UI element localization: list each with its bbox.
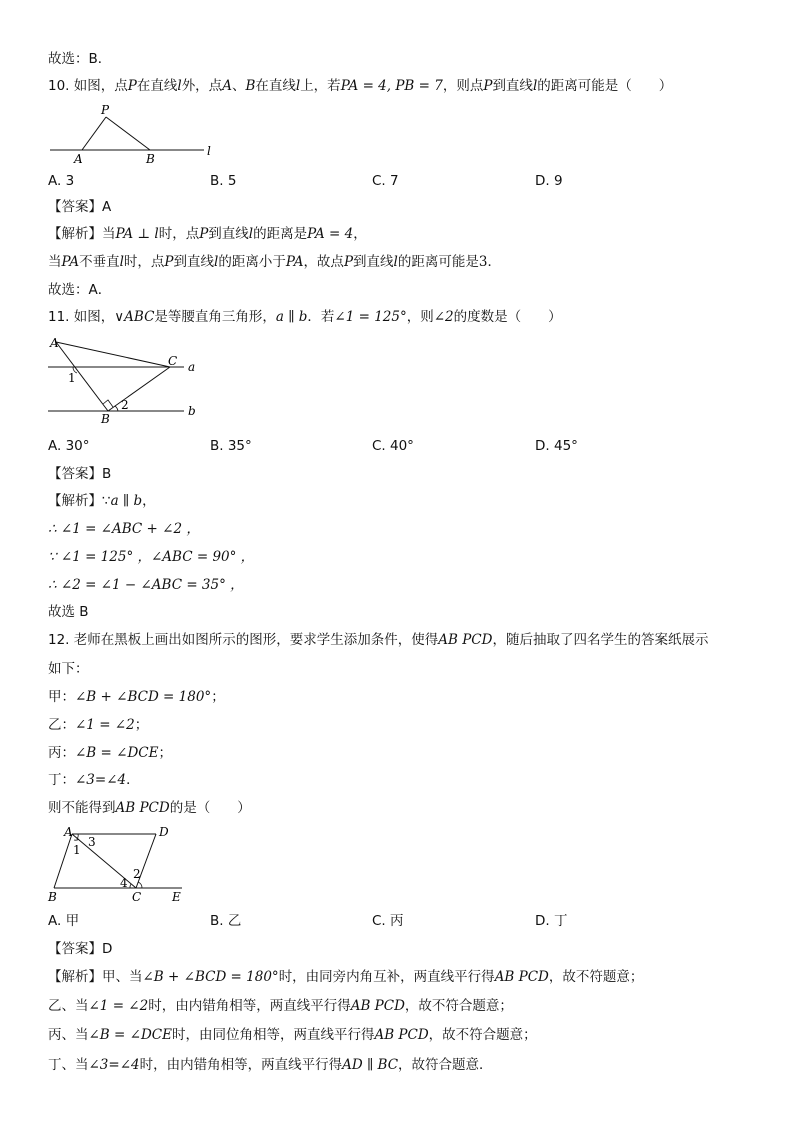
q12-cond-jia: 甲：∠B + ∠BCD = 180°；: [48, 689, 225, 705]
q10-option-a: A. 3: [48, 173, 75, 189]
q12-analysis-2: 乙、当∠1 = ∠2时，由内错角相等，两直线平行得AB PCD，故不符合题意；: [48, 998, 513, 1014]
q12-label-d: D: [159, 825, 169, 839]
q12-stem-2: 如下：: [48, 661, 89, 677]
q12-analysis-3: 丙、当∠B = ∠DCE时，由同位角相等，两直线平行得AB PCD，故不符合题意；: [48, 1027, 537, 1043]
q11-conclusion: 故选 B: [48, 604, 89, 620]
q12-label-2: 2: [133, 867, 141, 881]
q10-label-a: A: [74, 152, 83, 166]
q11-label-b: B: [101, 412, 110, 426]
q11-option-a: A. 30°: [48, 438, 90, 454]
q12-label-a: A: [64, 825, 73, 839]
q12-label-c: C: [132, 890, 142, 904]
q11-step-1: ∴ ∠1 = ∠ABC + ∠2 ，: [48, 521, 200, 537]
q11-label-line-a: a: [188, 360, 196, 374]
q11-analysis-head: 【解析】∵a ∥ b，: [48, 493, 156, 509]
q11-figure: [46, 334, 206, 426]
q11-label-line-b: b: [188, 404, 196, 418]
q12-option-c: C. 丙: [372, 913, 404, 929]
q9-conclusion: 故选：B．: [48, 51, 112, 67]
q10-analysis-1: 【解析】当PA ⊥ l时，点P到直线l的距离是PA = 4，: [48, 226, 367, 242]
q11-option-d: D. 45°: [535, 438, 578, 454]
q12-option-b: B. 乙: [210, 913, 242, 929]
q12-label-3: 3: [88, 835, 96, 849]
q10-analysis-2: 当PA不垂直l时，点P到直线l的距离小于PA，故点P到直线l的距离可能是3．: [48, 254, 501, 270]
q12-cond-ding: 丁：∠3=∠4．: [48, 772, 140, 788]
q10-conclusion: 故选：A．: [48, 282, 112, 298]
q11-label-a: A: [50, 336, 59, 350]
q12-analysis-4: 丁、当∠3=∠4时，由内错角相等，两直线平行得AD ∥ BC，故符合题意．: [48, 1057, 493, 1073]
q12-cond-bing: 丙：∠B = ∠DCE；: [48, 745, 172, 761]
q10-option-b: B. 5: [210, 173, 237, 189]
q12-label-4: 4: [120, 876, 128, 890]
q10-stem: 10. 如图，点P在直线l外，点A、B在直线l上，若PA = 4, PB = 7，则点P到直线l的距离可能是（ ）: [48, 78, 673, 94]
q11-option-b: B. 35°: [210, 438, 252, 454]
q11-option-c: C. 40°: [372, 438, 414, 454]
q11-step-3: ∴ ∠2 = ∠1 − ∠ABC = 35° ，: [48, 577, 244, 593]
q12-answer: 【答案】D: [48, 941, 113, 957]
q12-option-a: A. 甲: [48, 913, 80, 929]
q10-figure: [46, 100, 226, 168]
q12-stem-1: 12. 老师在黑板上画出如图所示的图形，要求学生添加条件，使得AB PCD，随后抽取了四名学生的答案纸展示: [48, 632, 709, 648]
q12-label-b: B: [48, 890, 57, 904]
q11-label-2: 2: [121, 398, 129, 412]
q10-answer: 【答案】A: [48, 199, 112, 215]
q11-step-2: ∵ ∠1 = 125° ，∠ABC = 90° ，: [48, 549, 255, 565]
q11-label-c: C: [168, 354, 178, 368]
q12-label-e: E: [172, 890, 181, 904]
q12-option-d: D. 丁: [535, 913, 568, 929]
q12-figure: [46, 824, 196, 904]
q11-label-1: 1: [68, 371, 76, 385]
q10-label-b: B: [146, 152, 155, 166]
q12-label-1: 1: [73, 843, 81, 857]
q12-analysis-1: 【解析】甲、当∠B + ∠BCD = 180°时，由同旁内角互补，两直线平行得AB PCD，故不符题意；: [48, 969, 644, 985]
q12-ask: 则不能得到AB PCD的是（ ）: [48, 800, 251, 816]
q12-cond-yi: 乙：∠1 = ∠2；: [48, 717, 149, 733]
q10-label-p: P: [101, 103, 110, 117]
q10-label-l: l: [207, 144, 211, 158]
q11-answer: 【答案】B: [48, 466, 112, 482]
q11-stem: 11. 如图，∨ABC是等腰直角三角形，a ∥ b．若∠1 = 125°，则∠2的度数是（ ）: [48, 309, 562, 325]
q10-option-c: C. 7: [372, 173, 399, 189]
q10-option-d: D. 9: [535, 173, 563, 189]
